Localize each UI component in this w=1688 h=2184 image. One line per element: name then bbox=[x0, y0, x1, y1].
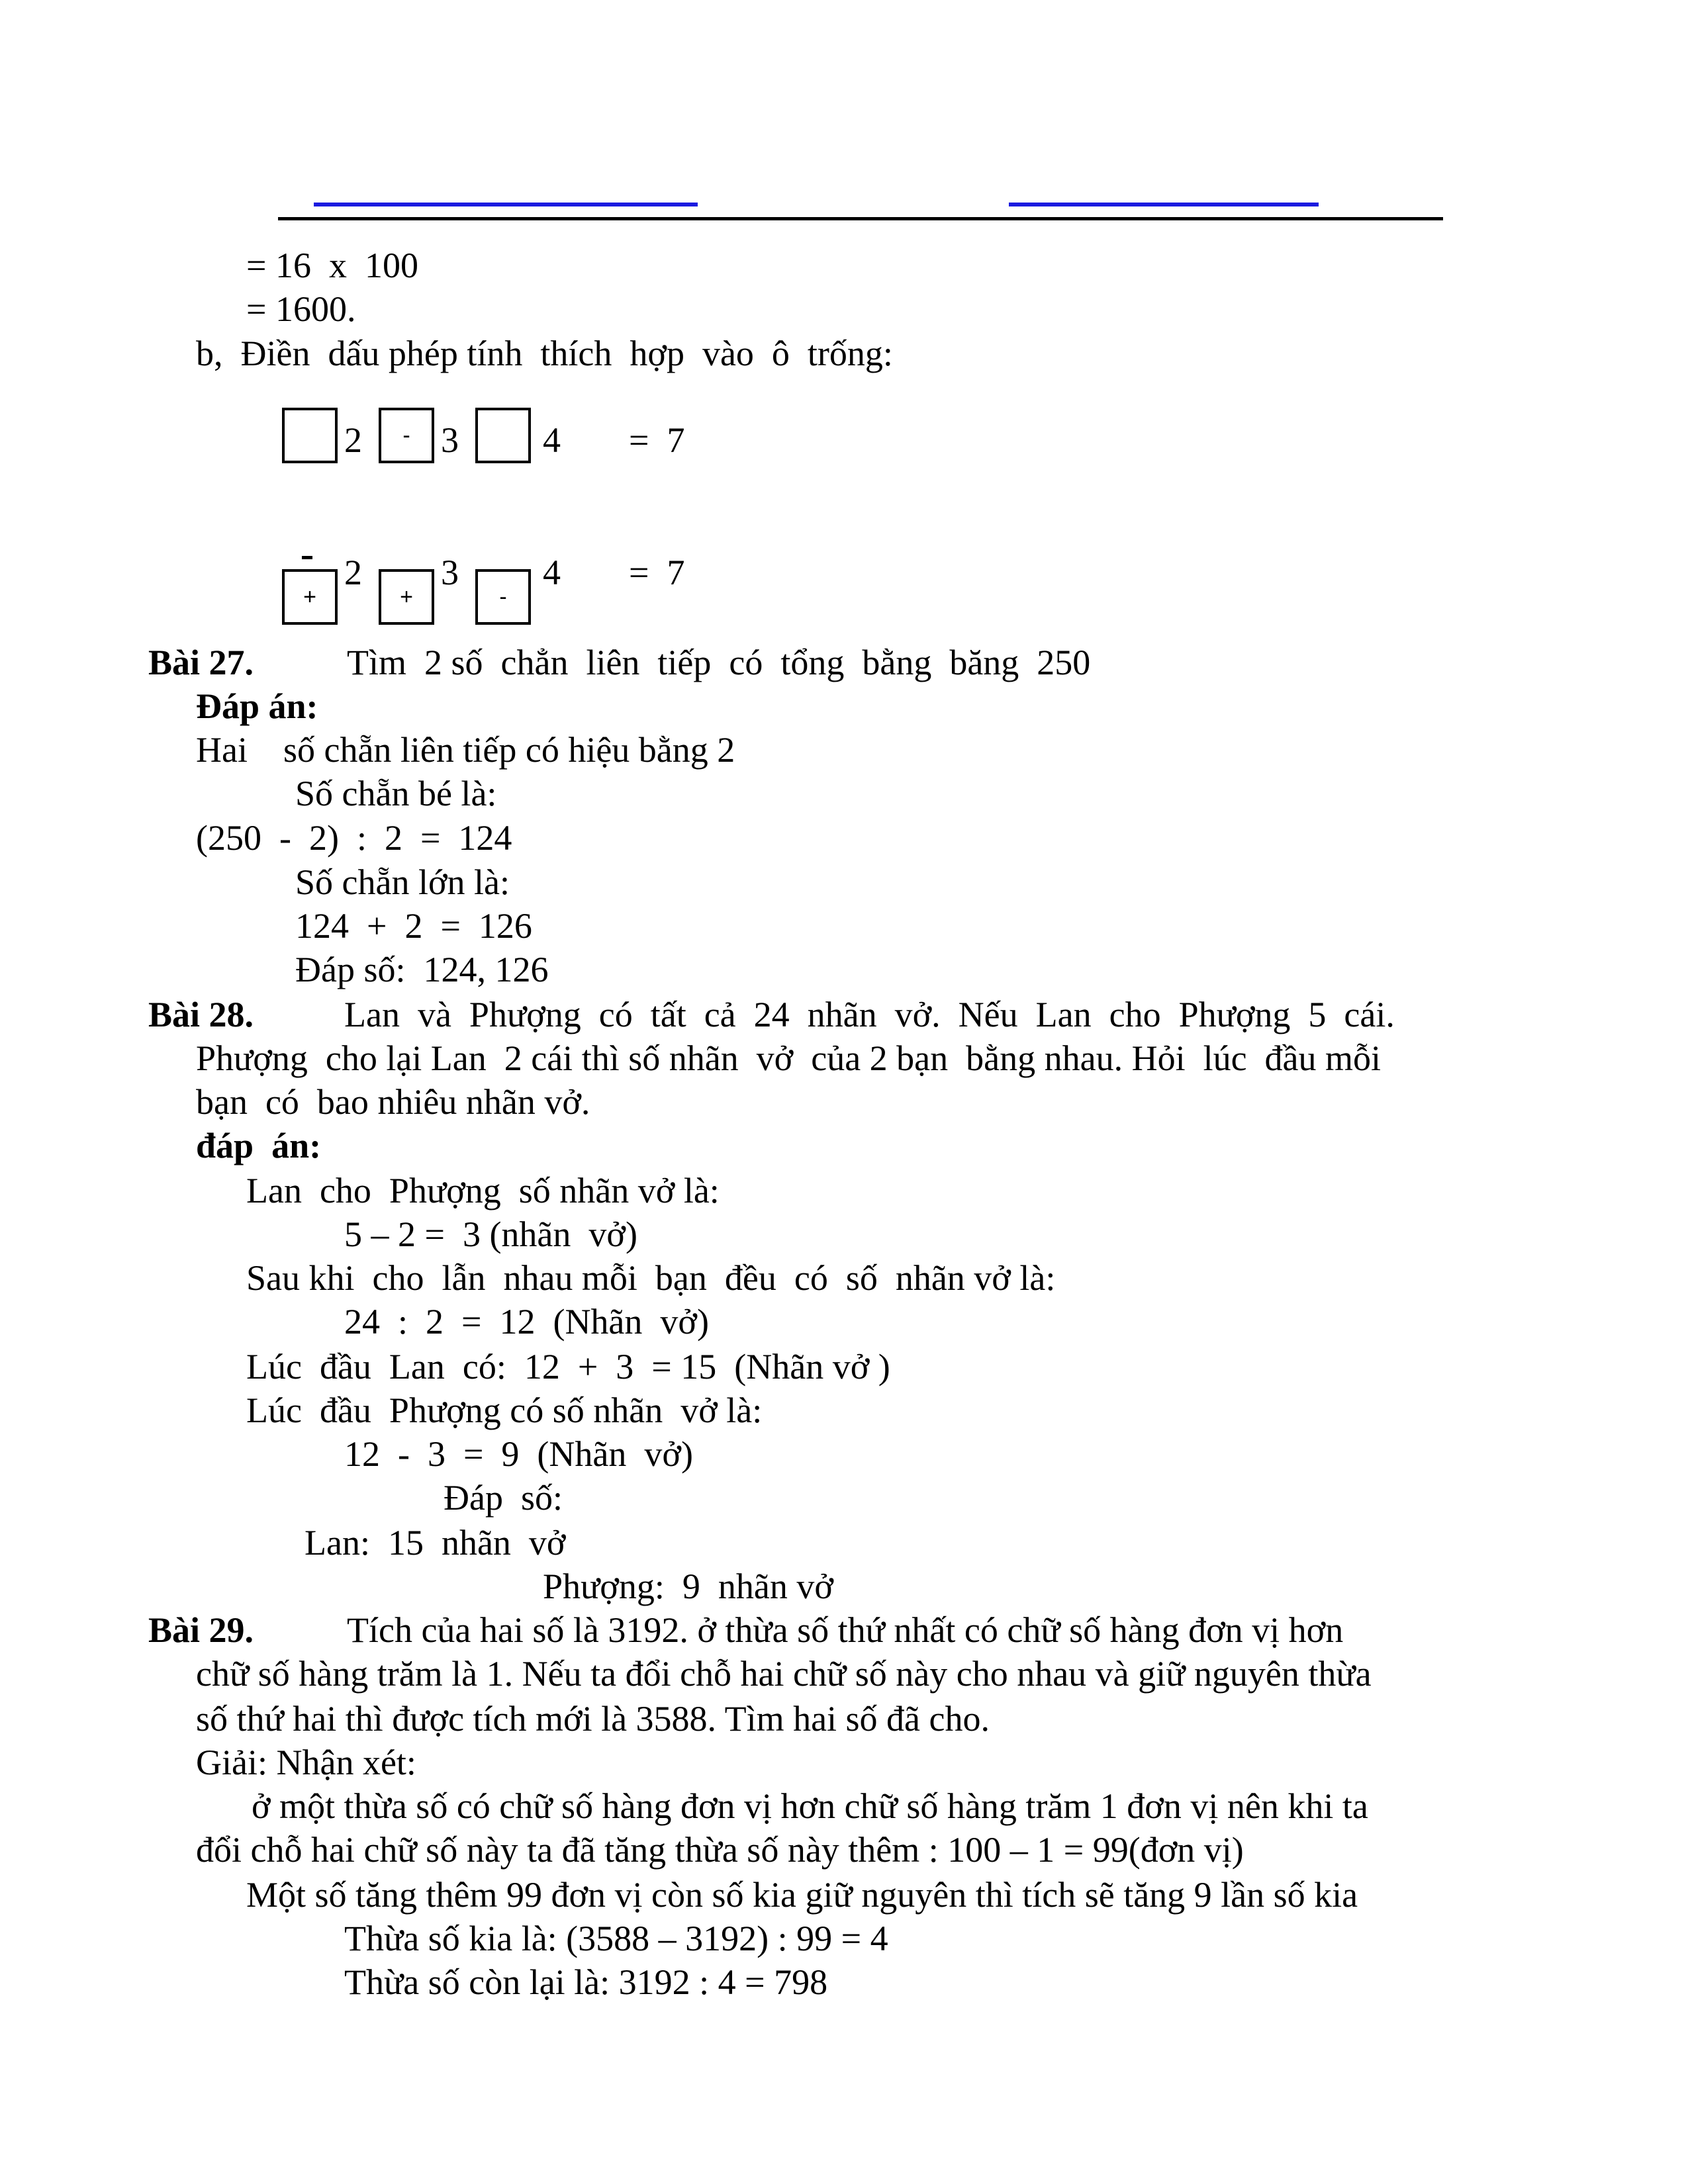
exercise-29-question-line-1: Tích của hai số là 3192. ở thừa số thứ nhất có chữ số hàng đơn vị hơn bbox=[347, 1610, 1344, 1650]
exercise-29-line: Thừa số còn lại là: 3192 : 4 = 798 bbox=[344, 1962, 828, 2002]
exercise-27-question: Tìm 2 số chẳn liên tiếp có tổng bằng băng 250 bbox=[347, 643, 1091, 682]
exercise-27-line: (250 - 2) : 2 = 124 bbox=[196, 818, 512, 858]
exercise-28-answer-label: đáp án: bbox=[196, 1126, 322, 1165]
exercise-27-line: Đáp số: 124, 126 bbox=[295, 950, 549, 989]
exercise-28-question-line-1: Lan và Phượng có tất cả 24 nhãn vở. Nếu Lan cho Phượng 5 cái. bbox=[344, 995, 1395, 1034]
operator-box-empty[interactable] bbox=[475, 408, 531, 463]
exercise-29-line: ở một thừa số có chữ số hàng đơn vị hơn chữ số hàng trăm 1 đơn vị nên khi ta bbox=[252, 1786, 1368, 1826]
equation-result: = 7 bbox=[629, 420, 685, 460]
exercise-29-label: Bài 29. bbox=[148, 1610, 254, 1650]
operator-box-empty[interactable] bbox=[282, 408, 338, 463]
exercise-28-line: 5 – 2 = 3 (nhãn vở) bbox=[344, 1214, 637, 1254]
exercise-27-line: Hai số chẵn liên tiếp có hiệu bằng 2 bbox=[196, 730, 735, 770]
header-link-right[interactable] bbox=[1009, 203, 1319, 206]
exercise-28-question-line-3: bạn có bao nhiêu nhãn vở. bbox=[196, 1082, 590, 1122]
calc-line-1: = 16 x 100 bbox=[246, 246, 418, 285]
exercise-28-line: Lúc đầu Phượng có số nhãn vở là: bbox=[246, 1390, 763, 1430]
exercise-28-line: Sau khi cho lẫn nhau mỗi bạn đều có số nhãn vở là: bbox=[246, 1258, 1056, 1298]
exercise-28-line: 12 - 3 = 9 (Nhãn vở) bbox=[344, 1434, 693, 1474]
exercise-29-question-line-2: chữ số hàng trăm là 1. Nếu ta đổi chỗ hai chữ số này cho nhau và giữ nguyên thừa bbox=[196, 1654, 1372, 1694]
operator-box-plus[interactable]: + bbox=[282, 569, 338, 625]
exercise-27-line: Số chẵn bé là: bbox=[295, 774, 497, 813]
digit-2: 2 bbox=[344, 553, 362, 592]
equation-result: = 7 bbox=[629, 553, 685, 592]
exercise-28-line: Lan cho Phượng số nhãn vở là: bbox=[246, 1171, 720, 1210]
exercise-27-line: 124 + 2 = 126 bbox=[295, 906, 532, 946]
exercise-29-line: Giải: Nhận xét: bbox=[196, 1743, 416, 1782]
exercise-28-line: 24 : 2 = 12 (Nhãn vở) bbox=[344, 1302, 709, 1342]
exercise-27-label: Bài 27. bbox=[148, 643, 254, 682]
minus-sign-mark bbox=[302, 556, 312, 559]
digit-3: 3 bbox=[441, 420, 459, 460]
operator-box-minus[interactable]: - bbox=[475, 569, 531, 625]
digit-2: 2 bbox=[344, 420, 362, 460]
operator-box-minus[interactable]: - bbox=[379, 408, 434, 463]
exercise-28-line: Lan: 15 nhãn vở bbox=[305, 1523, 566, 1563]
exercise-29-question-line-3: số thứ hai thì được tích mới là 3588. Tìm hai số đã cho. bbox=[196, 1699, 990, 1739]
exercise-29-line: Thừa số kia là: (3588 – 3192) : 99 = 4 bbox=[344, 1919, 888, 1958]
exercise-28-label: Bài 28. bbox=[148, 995, 254, 1034]
exercise-28-line: Phượng: 9 nhãn vở bbox=[543, 1567, 833, 1606]
exercise-29-line: Một số tăng thêm 99 đơn vị còn số kia giữ nguyên thì tích sẽ tăng 9 lần số kia bbox=[246, 1875, 1358, 1915]
exercise-28-line: Lúc đầu Lan có: 12 + 3 = 15 (Nhãn vở ) bbox=[246, 1347, 890, 1387]
exercise-28-line: Đáp số: bbox=[444, 1478, 563, 1518]
header-link-left[interactable] bbox=[314, 203, 698, 206]
digit-4: 4 bbox=[543, 420, 561, 460]
exercise-28-question-line-2: Phượng cho lại Lan 2 cái thì số nhãn vở của 2 bạn bằng nhau. Hỏi lúc đầu mỗi bbox=[196, 1038, 1382, 1078]
operator-box-plus[interactable]: + bbox=[379, 569, 434, 625]
calc-line-2: = 1600. bbox=[246, 289, 356, 329]
digit-3: 3 bbox=[441, 553, 459, 592]
digit-4: 4 bbox=[543, 553, 561, 592]
exercise-29-line: đổi chỗ hai chữ số này ta đã tăng thừa số này thêm : 100 – 1 = 99(đơn vị) bbox=[196, 1830, 1244, 1870]
exercise-27-line: Số chẵn lớn là: bbox=[295, 862, 510, 902]
exercise-27-answer-label: Đáp án: bbox=[196, 686, 318, 726]
header-divider bbox=[278, 217, 1443, 220]
part-b-instruction: b, Điền dấu phép tính thích hợp vào ô trống: bbox=[196, 334, 893, 373]
